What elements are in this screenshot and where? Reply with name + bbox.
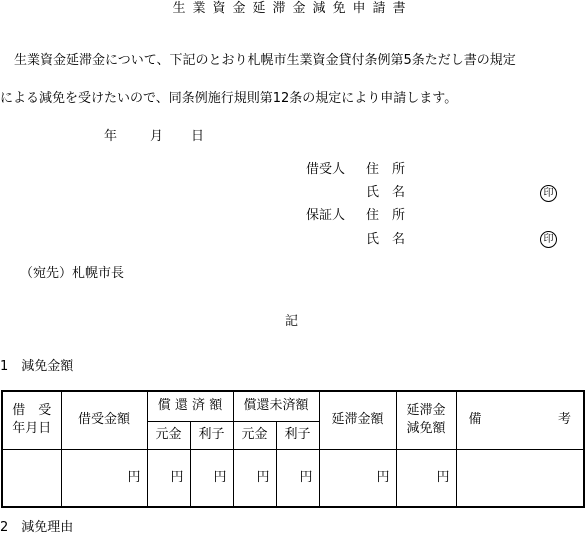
body-line-2: による減免を受けたいので、同条例施行規則第12条の規定により申請します。 [0, 91, 458, 106]
section-2-heading: 2 減免理由 [0, 520, 74, 535]
reduction-amount-table [1, 390, 585, 508]
header-late-fee-reduction: 延滞金 減免額 [396, 391, 456, 449]
section-1-heading: 1 減免金額 [0, 359, 74, 374]
header-unpaid-principal: 元金 [233, 421, 276, 449]
cell-repaid-interest[interactable]: 円 [190, 449, 233, 507]
cell-repaid-principal[interactable]: 円 [147, 449, 190, 507]
borrower-label: 借受人 [306, 162, 346, 177]
date-month: 月 [150, 129, 164, 144]
body-line-1: 生業資金延滞金について、下記のとおり札幌市生業資金貸付条例第5条ただし書の規定 [14, 53, 516, 68]
cell-late-fee[interactable]: 円 [319, 449, 396, 507]
guarantor-label: 保証人 [306, 208, 346, 223]
cell-unpaid-interest[interactable]: 円 [276, 449, 319, 507]
addressee: （宛先）札幌市長 [20, 266, 125, 281]
header-unpaid: 償還未済額 [233, 391, 319, 421]
guarantor-name-label: 氏 名 [366, 232, 406, 247]
borrower-seal-icon: 印 [540, 185, 557, 202]
document-title: 生業資金延滞金減免申請書 [172, 1, 413, 16]
borrower-address-label: 住 所 [366, 162, 406, 177]
header-repaid-principal: 元金 [147, 421, 190, 449]
header-borrow-amount: 借受金額 [61, 391, 147, 449]
cell-late-fee-reduction[interactable]: 円 [396, 449, 456, 507]
date-line [104, 128, 204, 146]
ki-heading: 記 [285, 314, 299, 329]
header-repaid: 償 還 済 額 [147, 391, 233, 421]
borrower-name-label: 氏 名 [366, 185, 406, 200]
date-year: 年 [104, 129, 118, 144]
header-remarks-2: 考 [558, 412, 572, 428]
date-day: 日 [191, 129, 205, 144]
cell-remarks[interactable] [456, 449, 584, 507]
header-repaid-interest: 利子 [190, 421, 233, 449]
header-unpaid-interest: 利子 [276, 421, 319, 449]
cell-borrow-date[interactable] [2, 449, 61, 507]
cell-borrow-amount[interactable]: 円 [61, 449, 147, 507]
header-borrow-date: 借 受 年月日 [2, 391, 61, 449]
guarantor-address-label: 住 所 [366, 208, 406, 223]
cell-unpaid-principal[interactable]: 円 [233, 449, 276, 507]
header-late-fee: 延滞金額 [319, 391, 396, 449]
header-remarks [456, 391, 584, 449]
header-remarks-1: 備 [468, 412, 482, 428]
guarantor-seal-icon: 印 [540, 231, 557, 248]
